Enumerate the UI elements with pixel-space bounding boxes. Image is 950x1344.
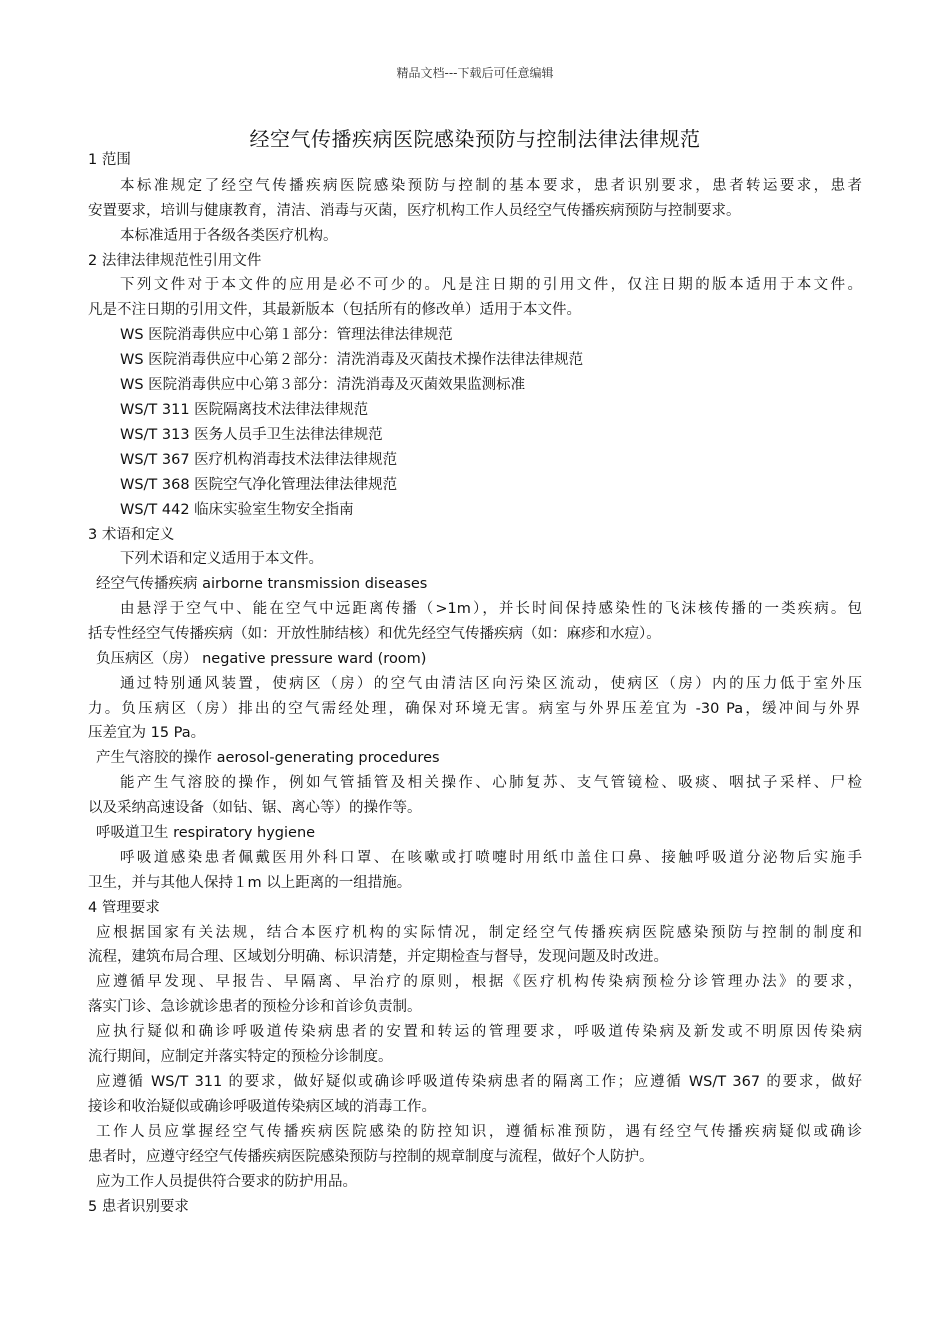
paragraph-line: 呼吸道感染患者佩戴医用外科口罩、在咳嗽或打喷嚏时用纸巾盖住口鼻、接触呼吸道分泌物后实施手 bbox=[120, 850, 862, 866]
term-heading: 负压病区（房） negative pressure ward (room) bbox=[96, 651, 427, 667]
paragraph-line: 流程，建筑布局合理、区域划分明确、标识清楚，并定期检查与督导，发现问题及时改进。 bbox=[88, 949, 668, 965]
reference-item: WS/T 313 医务人员手卫生法律法律规范 bbox=[120, 427, 383, 443]
page-header: 精品文档---下载后可任意编辑 bbox=[396, 66, 554, 80]
paragraph-line: 流行期间，应制定并落实特定的预检分诊制度。 bbox=[88, 1049, 393, 1065]
section-heading: 5 患者识别要求 bbox=[88, 1199, 189, 1215]
paragraph-line: 下列术语和定义适用于本文件。 bbox=[120, 551, 323, 567]
term-heading: 经空气传播疾病 airborne transmission diseases bbox=[96, 576, 428, 592]
paragraph-line: 卫生，并与其他人保持１m 以上距离的一组措施。 bbox=[88, 875, 412, 891]
reference-item: WS 医院消毒供应中心第３部分：清洗消毒及灭菌效果监测标准 bbox=[120, 377, 526, 393]
paragraph-line: 工作人员应掌握经空气传播疾病医院感染的防控知识，遵循标准预防，遇有经空气传播疾病疑似或确诊 bbox=[96, 1124, 862, 1140]
section-heading: 4 管理要求 bbox=[88, 900, 160, 916]
paragraph-line: 接诊和收治疑似或确诊呼吸道传染病区域的消毒工作。 bbox=[88, 1099, 436, 1115]
reference-item: WS/T 442 临床实验室生物安全指南 bbox=[120, 502, 354, 518]
paragraph-line: 能产生气溶胶的操作，例如气管插管及相关操作、心肺复苏、支气管镜检、吸痰、咽拭子采样、尸检 bbox=[120, 775, 862, 791]
section-heading: 2 法律法律规范性引用文件 bbox=[88, 253, 262, 269]
paragraph-line: 通过特别通风装置，使病区（房）的空气由清洁区向污染区流动，使病区（房）内的压力低于室外压 bbox=[120, 676, 862, 692]
paragraph-line: 应执行疑似和确诊呼吸道传染病患者的安置和转运的管理要求，呼吸道传染病及新发或不明原因传染病 bbox=[96, 1024, 862, 1040]
document-title: 经空气传播疾病医院感染预防与控制法律法律规范 bbox=[249, 127, 701, 151]
paragraph-line: 应根据国家有关法规，结合本医疗机构的实际情况，制定经空气传播疾病医院感染预防与控制的制度和 bbox=[96, 925, 862, 941]
reference-item: WS/T 367 医疗机构消毒技术法律法律规范 bbox=[120, 452, 398, 468]
paragraph-line: 应为工作人员提供符合要求的防护用品。 bbox=[96, 1174, 357, 1190]
reference-item: WS/T 311 医院隔离技术法律法律规范 bbox=[120, 402, 369, 418]
paragraph-line: 压差宜为 15 Pa。 bbox=[88, 725, 206, 741]
section-heading: 1 范围 bbox=[88, 152, 131, 168]
term-heading: 呼吸道卫生 respiratory hygiene bbox=[96, 825, 316, 841]
paragraph-line: 以及采纳高速设备（如钻、锯、离心等）的操作等。 bbox=[88, 800, 422, 816]
paragraph-line: 应遵循早发现、早报告、早隔离、早治疗的原则，根据《医疗机构传染病预检分诊管理办法》的要求， bbox=[96, 974, 862, 990]
paragraph-line: 力。负压病区（房）排出的空气需经处理，确保对环境无害。病室与外界压差宜为 -30 Pa，缓冲间与外界 bbox=[88, 701, 860, 717]
paragraph-line: 本标准适用于各级各类医疗机构。 bbox=[120, 228, 338, 244]
reference-item: WS 医院消毒供应中心第１部分：管理法律法律规范 bbox=[120, 327, 453, 343]
section-heading: 3 术语和定义 bbox=[88, 527, 175, 543]
paragraph-line: 应遵循 WS/T 311 的要求，做好疑似或确诊呼吸道传染病患者的隔离工作；应遵循 WS/T 367 的要求，做好 bbox=[96, 1074, 862, 1090]
paragraph-line: 本标准规定了经空气传播疾病医院感染预防与控制的基本要求，患者识别要求，患者转运要求，患者 bbox=[120, 178, 862, 194]
paragraph-line: 安置要求，培训与健康教育，清洁、消毒与灭菌，医疗机构工作人员经空气传播疾病预防与控制要求。 bbox=[88, 203, 741, 219]
paragraph-line: 下列文件对于本文件的应用是必不可少的。凡是注日期的引用文件，仅注日期的版本适用于本文件。 bbox=[120, 277, 862, 293]
paragraph-line: 落实门诊、急诊就诊患者的预检分诊和首诊负责制。 bbox=[88, 999, 422, 1015]
paragraph-line: 凡是不注日期的引用文件，其最新版本（包括所有的修改单）适用于本文件。 bbox=[88, 302, 581, 318]
reference-item: WS/T 368 医院空气净化管理法律法律规范 bbox=[120, 477, 398, 493]
paragraph-line: 括专性经空气传播疾病（如：开放性肺结核）和优先经空气传播疾病（如：麻疹和水痘）。 bbox=[88, 626, 661, 642]
paragraph-line: 由悬浮于空气中、能在空气中远距离传播（>1m），并长时间保持感染性的飞沫核传播的一类疾病。包 bbox=[120, 601, 862, 617]
paragraph-line: 患者时，应遵守经空气传播疾病医院感染预防与控制的规章制度与流程，做好个人防护。 bbox=[88, 1149, 654, 1165]
term-heading: 产生气溶胶的操作 aerosol-generating procedures bbox=[96, 750, 440, 766]
reference-item: WS 医院消毒供应中心第２部分：清洗消毒及灭菌技术操作法律法律规范 bbox=[120, 352, 584, 368]
